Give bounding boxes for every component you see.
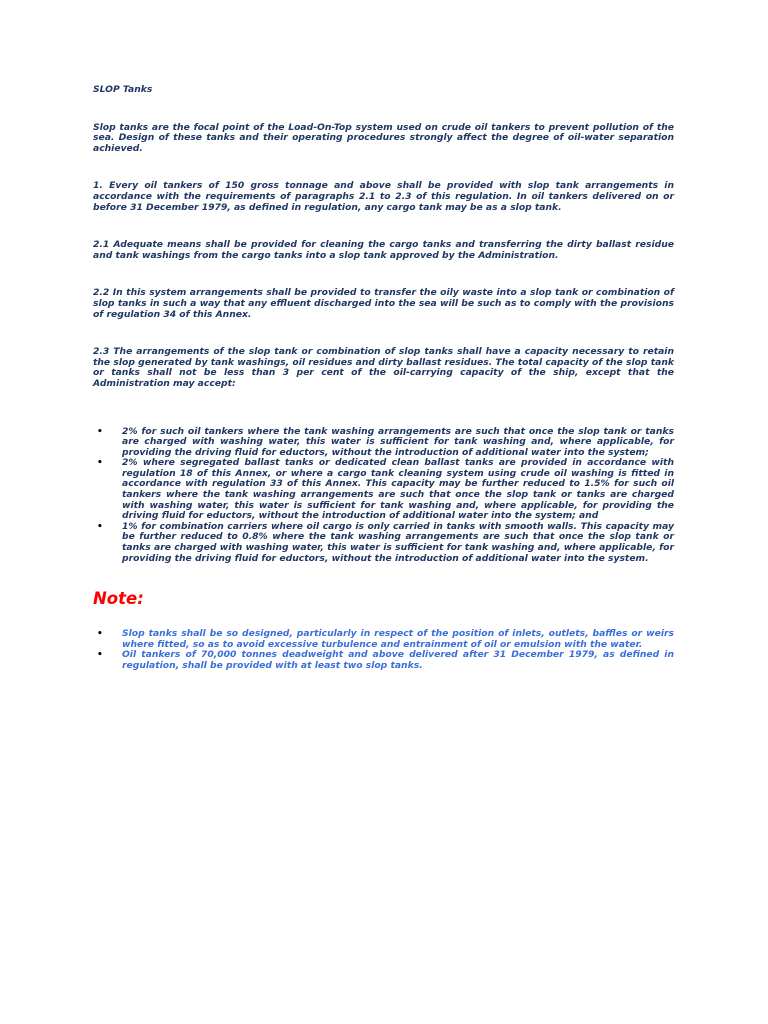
bullet-icon: • — [97, 426, 103, 437]
capacity-exceptions-list — [93, 427, 674, 565]
paragraph-2-3: 2.3 The arrangements of the slop tank or combination of slop tanks shall have a capacity necessary to retain the slop generated by tank washings, oil residues and dirty ballast residues. The total capacity of the slop tank or tanks shall not be less than 3 per cent of the oil-carrying capacity of the ship, except that the Administration may accept: — [93, 346, 674, 389]
list-item — [93, 427, 674, 459]
note-item-text: Oil tankers of 70,000 tonnes deadweight and above delivered after 31 December 1979, as defined in regulation, shall be provided with at least two slop tanks. — [122, 649, 674, 671]
paragraph-1: 1. Every oil tankers of 150 gross tonnage and above shall be provided with slop tank arrangements in accordance with the requirements of paragraphs 2.1 to 2.3 of this regulation. In oil tankers delivered on or before 31 December 1979, as defined in regulation, any cargo tank may be as a slop tank. — [93, 180, 674, 213]
intro-paragraph: Slop tanks are the focal point of the Load-On-Top system used on crude oil tankers to prevent pollution of the sea. Design of these tanks and their operating procedures strongly affect the degree of oil-water separation achieved. — [93, 121, 674, 154]
list-item-text: 1% for combination carriers where oil cargo is only carried in tanks with smooth walls. This capacity may be further reduced to 0.8% where the tank washing arrangements are such that once the slop tank or tanks are charged with washing water, this water is sufficient for tank washing and, where applicable, for providing the driving fluid for eductors, without the introduction of additional water into the system. — [122, 520, 674, 564]
list-item — [93, 522, 674, 564]
note-item-text: Slop tanks shall be so designed, particularly in respect of the position of inlets, outlets, baffles or weirs where fitted, so as to avoid excessive turbulence and entrainment of oil or emulsion with the water. — [122, 628, 674, 650]
bullet-icon: • — [97, 650, 103, 661]
bullet-icon: • — [97, 521, 103, 532]
bullet-icon: • — [97, 629, 103, 640]
document-title: SLOP Tanks — [93, 84, 153, 95]
paragraph-2-2: 2.2 In this system arrangements shall be provided to transfer the oily waste into a slop tank or combination of slop tanks in such a way that any effluent discharged into the sea will be such as to comply with the provisions of regulation 34 of this Annex. — [93, 287, 674, 320]
list-item-text: 2% where segregated ballast tanks or dedicated clean ballast tanks are provided in accordance with regulation 18 of this Annex, or where a cargo tank cleaning system using crude oil washing is fitted in accordance with regulation 33 of this Annex. This capacity may be further reduced to 1.5% for such oil tankers where the tank washing arrangements are such that once the slop tank or tanks are charged with washing water, this water is sufficient for tank washing and, where applicable, for providing the driving fluid for eductors, without the introduction of additional water into the system; and — [122, 457, 674, 522]
note-item — [93, 650, 674, 671]
note-list — [93, 629, 674, 671]
list-item — [93, 458, 674, 522]
document-page — [93, 85, 674, 672]
list-item-text: 2% for such oil tankers where the tank washing arrangements are such that once the slop tank or tanks are charged with washing water, this water is sufficient for tank washing and, where applicable, for providing the driving fluid for eductors, without the introduction of additional water into the system; — [122, 425, 674, 458]
note-heading: Note: — [93, 589, 144, 609]
bullet-icon: • — [97, 458, 103, 469]
paragraph-2-1: 2.1 Adequate means shall be provided for cleaning the cargo tanks and transferring the dirty ballast residue and tank washings from the cargo tanks into a slop tank approved by the Administration. — [93, 239, 674, 261]
note-item — [93, 629, 674, 650]
